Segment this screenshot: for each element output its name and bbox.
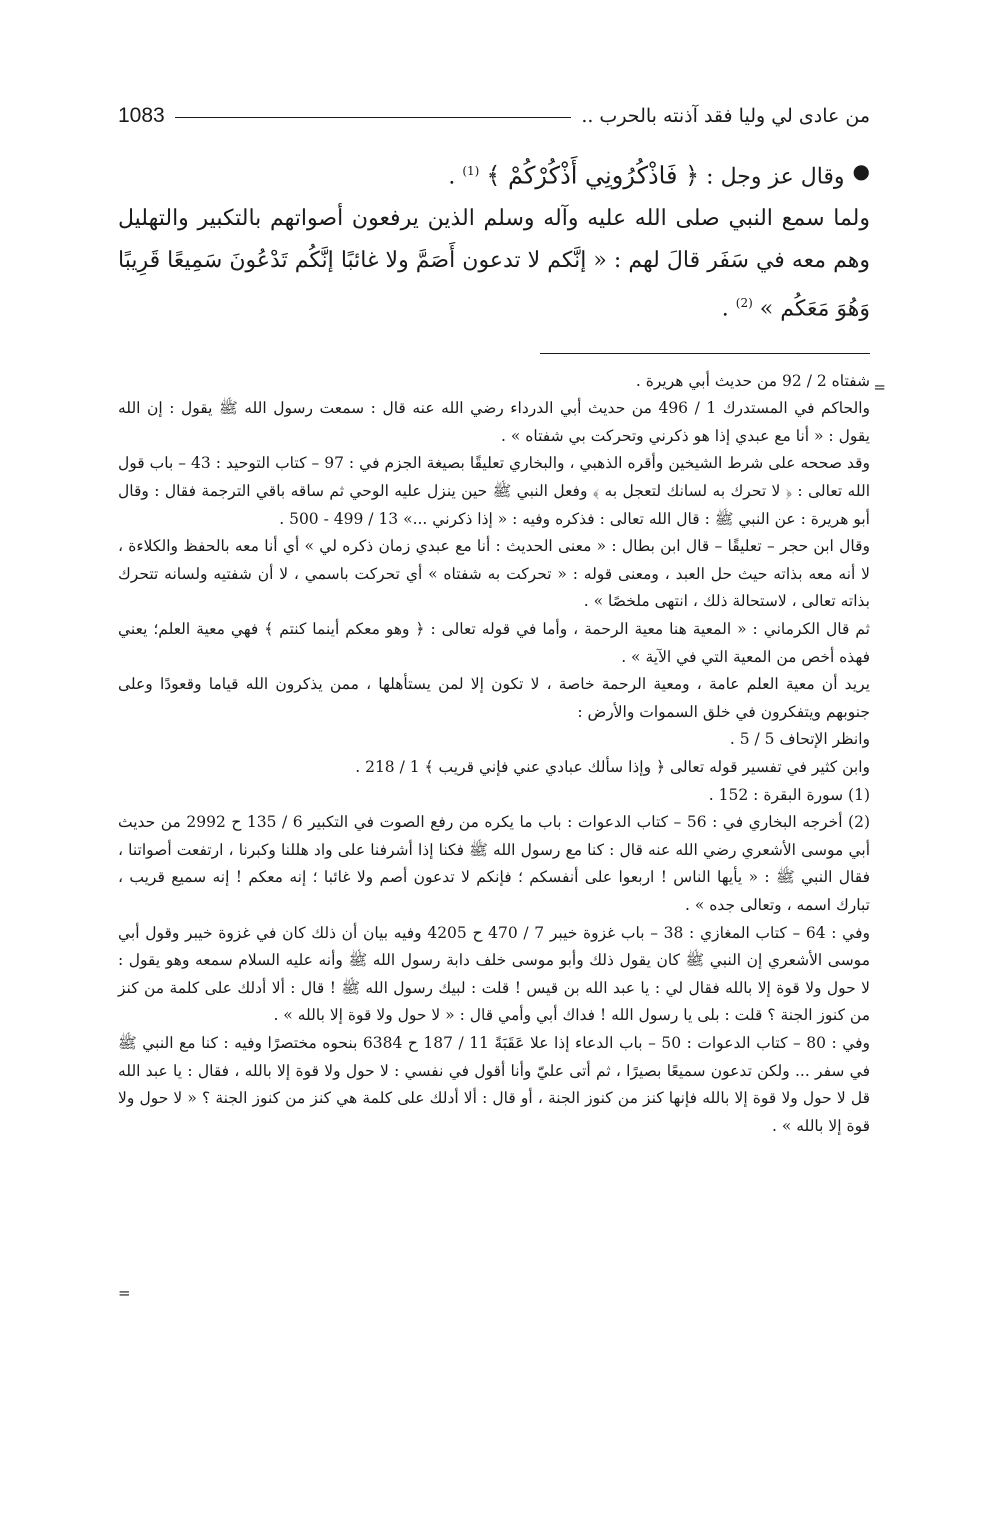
footnote-1: (1) سورة البقرة : 152 . (708, 785, 870, 804)
verse-line (118, 150, 870, 198)
footnote-paragraph: وفي : 80 – كتاب الدعوات : 50 – باب الدعاء إذا علا عَقَبَةً 11 / 187 ح 6384 بنحوه مختصرًا وفيه : كنا مع النبي ﷺ في سفر ... ولكن تدعون سميعًا بصيرًا ، ثم أتى عليّ وأنا أقول في نفسي : لا حول ولا قوة إلا بالله ، فقال : يا عبد الله قل لا حول ولا قوة إلا بالله فإنها كنز من كنوز الجنة ، أو قال : ألا أدلك على كلمة هي كنز من كنوز الجنة ؟ « لا حول ولا قوة إلا بالله » . (118, 1033, 871, 1135)
running-head-rule (175, 117, 572, 118)
verse-period: . (448, 164, 456, 190)
footnote-paragraph: وقال ابن حجر – تعليقًا – قال ابن بطال : « معنى الحديث : أنا مع عبدي زمان ذكره لي » أي أنا معه بالحفظ والكلاءة ، لا أنه معه بذاته حيث حل العبد ، ومعنى قوله : « تحركت به شفتاه » أي تحركت باسمي ، لا أن شفتيه ولسانه تتحرك بذاته تعالى ، لاستحالة ذلك ، انتهى ملخصًا » . (118, 537, 870, 611)
footnote-paragraph: والحاكم في المستدرك 1 / 496 من حديث أبي الدرداء رضي الله عنه قال : سمعت رسول الله ﷺ يقول : إن الله يقول : « أنا مع عبدي إذا هو ذكرني وتحركت بي شفتاه » . (118, 399, 870, 445)
footnote-paragraph: وانظر الإتحاف 5 / 5 . (729, 730, 870, 749)
footnote-paragraph: يريد أن معية العلم عامة ، ومعية الرحمة خاصة ، لا تكون إلا لمن يستأهلها ، ممن يذكرون الله قياما وقعودًا وعلى جنوبهم ويتفكرون في خلق السموات والأرض : (118, 675, 870, 721)
main-text (118, 150, 870, 331)
hadith-paragraph (118, 198, 870, 330)
footnote-paragraph: وابن كثير في تفسير قوله تعالى ﴿ وإذا سألك عبادي عني فإني قريب ﴾ 1 / 218 . (355, 757, 870, 776)
verse-intro: وقال عز وجل : (706, 164, 845, 190)
footnote-ref-1: (1) (462, 164, 480, 178)
footnotes (118, 368, 870, 1141)
page-number: 1083 (118, 104, 165, 127)
footnote-paragraph: شفتاه 2 / 92 من حديث أبي هريرة . (635, 371, 870, 390)
footnote-ref-2: (2) (735, 296, 753, 311)
bullet-icon: ● (852, 159, 870, 183)
footnote-paragraph: وفي : 64 – كتاب المغازي : 38 – باب غزوة خيبر 7 / 470 ح 4205 وفيه بيان أن ذلك كان في غزوة خيبر وقول أبي موسى الأشعري إن النبي ﷺ كان يقول ذلك وأبو موسى خلف دابة رسول الله ﷺ وأنه عليه السلام سمعه وهو يقول : لا حول ولا قوة إلا بالله فقال لي : يا عبد الله بن قيس ! قلت : لبيك رسول الله ﷺ ! قال : ألا أدلك على كلمة من كنز من كنوز الجنة ؟ قلت : بلى يا رسول الله ! فداك أبي وأمي قال : « لا حول ولا قوة إلا بالله » . (118, 923, 871, 1025)
running-head-title: من عادى لي وليا فقد آذنته بالحرب .. (581, 105, 870, 127)
footnote-2: (2) أخرجه البخاري في : 56 – كتاب الدعوات : باب ما يكره من رفع الصوت في التكبير 6 / 135 ح 2992 من حديث أبي موسى الأشعري رضي الله عنه قال : كنا مع رسول الله ﷺ فكنا إذا أشرفنا على واد هللنا وكبرنا ، ارتفعت أصواتنا ، فقال النبي ﷺ : « يأيها الناس ! اربعوا على أنفسكم ؛ فإنكم لا تدعون أصم ولا غائبا ؛ إنه معكم ! إنه سميع قريب ، تبارك اسمه ، وتعالى جده » . (118, 813, 871, 914)
document-page (118, 96, 886, 1456)
quran-verse: ﴿ فَاذْكُرُونِي أَذْكُرْكُمْ ﴾ (486, 161, 700, 190)
hadith-text: ولما سمع النبي صلى الله عليه وآله وسلم الذين يرفعون أصواتهم بالتكبير والتهليل وهم معه في سَفَر قالَ لهم : « إنَّكم لا تدعون أَصَمَّ ولا غائبًا إنَّكُم تَدْعُونَ سَمِيعًا قَرِيبًا وَهُوَ مَعَكُم » (118, 206, 870, 322)
running-head (118, 96, 870, 136)
footnote-paragraph: ثم قال الكرماني : « المعية هنا معية الرحمة ، وأما في قوله تعالى : ﴿ وهو معكم أينما كنتم ﴾ فهي معية العلم؛ يعني فهذه أخص من المعية التي في الآية » . (118, 620, 870, 666)
footnote-separator (540, 353, 870, 354)
paragraph-period: . (721, 296, 729, 322)
footnote-paragraph: وقد صححه على شرط الشيخين وأقره الذهبي ، والبخاري تعليقًا بصيغة الجزم في : 97 – كتاب التوحيد : 43 – باب قول الله تعالى : ﴿ لا تحرك به لسانك لتعجل به ﴾ وفعل النبي ﷺ حين ينزل عليه الوحي ثم ساقه باقي الترجمة فقال : وقال أبو هريرة : عن النبي ﷺ : قال الله تعالى : فذكره وفيه : « إذا ذكرني ...» 13 / 499 - 500 . (118, 454, 870, 528)
continuation-mark-top: = (873, 378, 886, 396)
continuation-mark-bottom: = (118, 1284, 131, 1302)
